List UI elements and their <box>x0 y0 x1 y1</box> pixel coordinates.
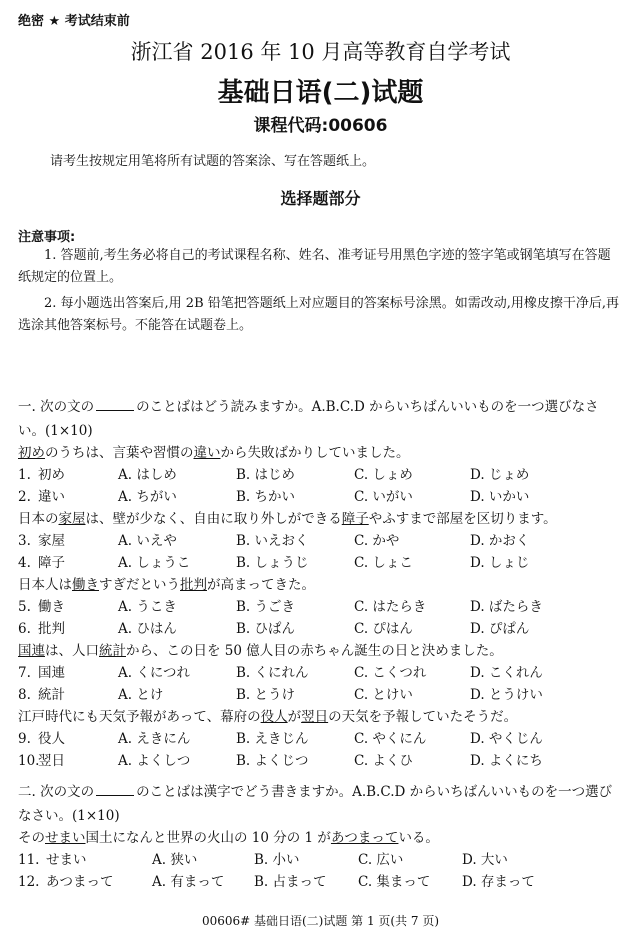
underlined-word: 翌日 <box>301 709 329 725</box>
question-row-1 <box>18 464 623 486</box>
option-b: B. いえおく <box>236 533 309 549</box>
subject-title: 基础日语(二)试题 <box>217 78 424 108</box>
sentence-text: が <box>287 709 302 725</box>
question-word: 役人 <box>38 731 65 747</box>
underlined-word: 働き <box>72 577 99 593</box>
part2-heading-a: 二. 次の文の <box>18 784 95 800</box>
question-number: 2. <box>18 489 31 505</box>
option-d: D. かおく <box>470 533 530 549</box>
option-c: C. こくつれ <box>354 665 427 681</box>
option-c: C. かや <box>354 533 400 549</box>
option-a: A. ちがい <box>118 489 177 505</box>
underlined-word: 統計 <box>99 643 126 659</box>
sentence-5 <box>18 707 623 727</box>
underlined-word: 障子 <box>341 511 369 527</box>
option-a: A. ひはん <box>118 621 177 637</box>
question-row-2 <box>18 486 623 508</box>
option-b: B. はじめ <box>236 467 296 483</box>
sentence-6 <box>18 828 623 848</box>
option-c: C. よくひ <box>354 753 413 769</box>
part2-heading-b: のことばは漢字でどう書きますか。A.B.C.D からいちばんいいものを一つ選びなさい。(1×10) <box>18 784 613 824</box>
exam-title: 浙江省 2016 年 10 月高等教育自学考试 <box>130 40 511 64</box>
option-a: A. 狭い <box>152 852 198 868</box>
question-number: 8. <box>18 687 31 703</box>
sentence-text: は、人口 <box>45 643 99 659</box>
option-b: B. えきじん <box>236 731 309 747</box>
sentence-text: の天気を予報していたそうだ。 <box>328 709 518 725</box>
sentence-3 <box>18 575 623 595</box>
sentence-2 <box>18 509 623 529</box>
sentence-text: すぎだという <box>99 577 180 593</box>
option-b: B. ちかい <box>236 489 296 505</box>
question-word: せまい <box>46 852 87 868</box>
sentence-1 <box>18 443 623 463</box>
note-item-1: 1. 答题前,考生务必将自己的考试课程名称、姓名、准考证号用黑色字迹的签字笔或钢笔填写在答题纸规定的位置上。 <box>18 248 611 285</box>
blank-line <box>96 396 134 411</box>
question-row-9 <box>18 728 623 750</box>
question-number: 1. <box>18 467 31 483</box>
blank-line <box>96 781 134 796</box>
option-c: C. はたらき <box>354 599 427 615</box>
question-row-12 <box>18 871 623 893</box>
sentence-text: やふすまで部屋を区切ります。 <box>368 511 557 527</box>
question-word: 統計 <box>38 687 65 703</box>
sentence-text: のうちは、言葉や習慣の <box>45 445 194 461</box>
sentence-text: その <box>18 830 45 846</box>
sentence-text: から失敗ばかりしていました。 <box>220 445 410 461</box>
question-number: 6. <box>18 621 31 637</box>
sentence-text: いる。 <box>398 830 439 846</box>
sentence-text: から、この日を 50 億人目の赤ちゃん誕生の日と決めました。 <box>126 643 503 659</box>
note-item-2: 2. 每小题选出答案后,用 2B 铅笔把答题纸上对应题目的答案标号涂黑。如需改动,用橡皮擦干净后,再选涂其他答案标号。不能答在试题卷上。 <box>18 296 620 333</box>
question-number: 4. <box>18 555 31 571</box>
section-heading: 选择题部分 <box>280 189 361 208</box>
option-b: B. しょうじ <box>236 555 309 571</box>
option-d: D. とうけい <box>470 687 543 703</box>
part1-heading-b: のことばはどう読みますか。A.B.C.D からいちばんいいものを一つ選びなさい。(1×10) <box>18 399 599 439</box>
question-number: 5. <box>18 599 31 615</box>
sentence-text: 国土になんと世界の火山の 10 分の 1 が <box>85 830 331 846</box>
option-d: D. ぴぱん <box>470 621 530 637</box>
question-row-11 <box>18 849 623 871</box>
option-d: D. 存まって <box>462 874 535 890</box>
option-a: A. よくしつ <box>118 753 191 769</box>
option-a: A. えきにん <box>118 731 191 747</box>
instruction-text: 请考生按规定用笔将所有试题的答案涂、写在答题纸上。 <box>50 154 376 169</box>
option-a: A. うこき <box>118 599 177 615</box>
question-row-7 <box>18 662 623 684</box>
option-c: C. しょこ <box>354 555 413 571</box>
sentence-4 <box>18 641 623 661</box>
sentence-text: 日本の <box>18 511 59 527</box>
question-number: 3. <box>18 533 31 549</box>
part2-heading <box>18 780 623 828</box>
question-number: 11. <box>18 852 40 868</box>
option-b: B. 占まって <box>254 874 327 890</box>
option-d: D. よくにち <box>470 753 543 769</box>
part1-heading-a: 一. 次の文の <box>18 399 95 415</box>
underlined-word: 家屋 <box>58 511 86 527</box>
page-footer: 00606# 基础日语(二)试题 第 1 页(共 7 页) <box>201 914 440 928</box>
question-number: 7. <box>18 665 31 681</box>
option-d: D. しょじ <box>470 555 530 571</box>
question-word: 初め <box>38 467 65 483</box>
option-a: A. くにつれ <box>118 665 191 681</box>
underlined-word: 国連 <box>18 643 45 659</box>
option-b: B. ひぱん <box>236 621 296 637</box>
option-b: B. とうけ <box>236 687 296 703</box>
question-row-6 <box>18 618 623 640</box>
option-c: C. しょめ <box>354 467 413 483</box>
option-a: A. 有まって <box>152 874 225 890</box>
question-word: 家屋 <box>38 533 65 549</box>
question-row-4 <box>18 552 623 574</box>
part1-heading <box>18 395 623 443</box>
question-word: 違い <box>38 489 65 505</box>
option-d: D. 大い <box>462 852 508 868</box>
option-a: A. とけ <box>118 687 164 703</box>
underlined-word: あつまって <box>330 830 399 846</box>
option-b: B. うごき <box>236 599 296 615</box>
option-b: B. 小い <box>254 852 300 868</box>
option-c: C. とけい <box>354 687 413 703</box>
option-b: B. よくじつ <box>236 753 309 769</box>
option-d: D. じょめ <box>470 467 530 483</box>
question-word: 働き <box>38 599 65 615</box>
sentence-text: は、壁が少なく、自由に取り外しができる <box>85 511 342 527</box>
question-row-5 <box>18 596 623 618</box>
question-row-8 <box>18 684 623 706</box>
option-a: A. しょうこ <box>118 555 191 571</box>
question-number: 9. <box>18 731 31 747</box>
option-c: C. 広い <box>358 852 404 868</box>
notes-heading: 注意事项: <box>18 230 76 245</box>
option-d: D. こくれん <box>470 665 543 681</box>
option-a: A. いえや <box>118 533 177 549</box>
underlined-word: 違い <box>193 445 221 461</box>
option-b: B. くにれん <box>236 665 309 681</box>
question-row-10 <box>18 750 623 772</box>
sentence-text: 江戸時代にも天気予報があって、幕府の <box>18 709 261 725</box>
question-word: 障子 <box>38 555 65 571</box>
question-row-3 <box>18 530 623 552</box>
option-c: C. ぴはん <box>354 621 413 637</box>
option-a: A. はしめ <box>118 467 177 483</box>
course-code: 课程代码:00606 <box>253 116 388 136</box>
option-d: D. ばたらき <box>470 599 543 615</box>
question-number: 10. <box>18 753 40 769</box>
underlined-word: 批判 <box>180 577 207 593</box>
underlined-word: 初め <box>18 445 45 461</box>
underlined-word: せまい <box>45 830 86 846</box>
question-word: 国連 <box>38 665 65 681</box>
question-word: 翌日 <box>38 753 65 769</box>
option-c: C. いがい <box>354 489 413 505</box>
confidential-label: 绝密 ★ 考试结束前 <box>18 14 130 29</box>
underlined-word: 役人 <box>260 709 288 725</box>
question-word: 批判 <box>38 621 65 637</box>
option-c: C. やくにん <box>354 731 427 747</box>
option-d: D. いかい <box>470 489 530 505</box>
sentence-text: 日本人は <box>18 577 72 593</box>
question-number: 12. <box>18 874 40 890</box>
option-c: C. 集まって <box>358 874 431 890</box>
sentence-text: が高まってきた。 <box>207 577 315 593</box>
question-word: あつまって <box>46 874 114 890</box>
option-d: D. やくじん <box>470 731 543 747</box>
